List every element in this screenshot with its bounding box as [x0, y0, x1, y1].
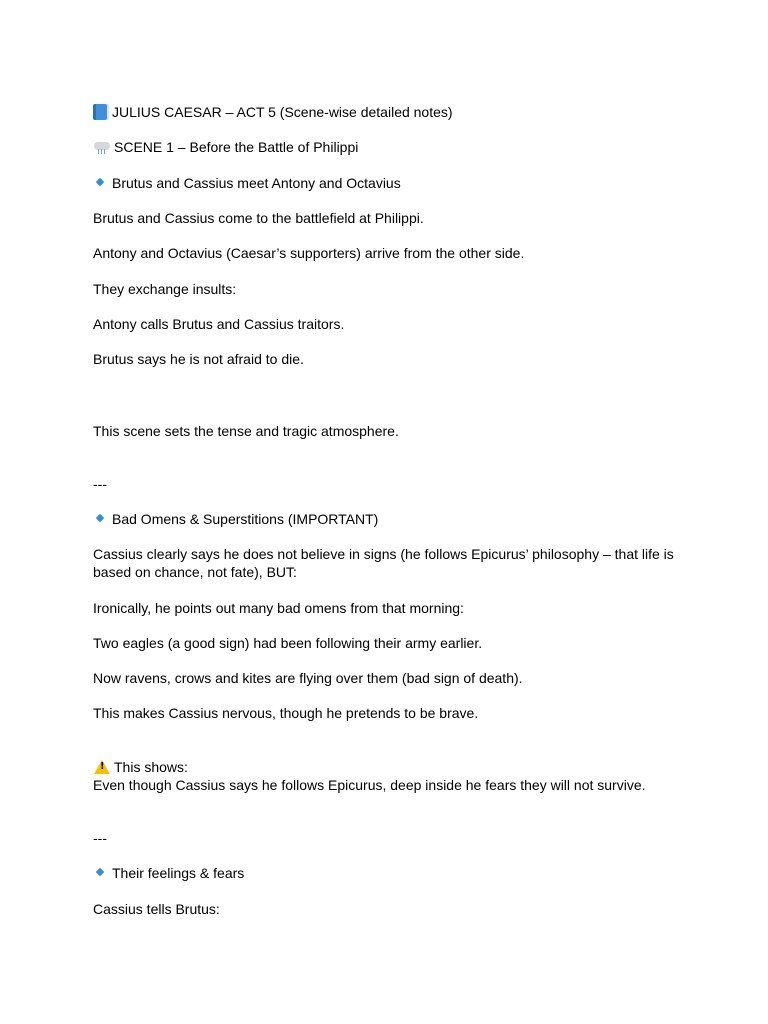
section-heading-text: Brutus and Cassius meet Antony and Octavius: [112, 175, 401, 191]
section-heading-text: Bad Omens & Superstitions (IMPORTANT): [112, 511, 379, 527]
section-heading: [93, 864, 683, 882]
divider-text: ---: [93, 830, 107, 846]
section-heading: [93, 174, 683, 192]
note-text: Even though Cassius says he follows Epicurus, deep inside he fears they will not survive.: [93, 777, 646, 793]
cloud-rain-icon: [93, 141, 111, 155]
document-title: [93, 103, 683, 121]
scene-heading: [93, 138, 683, 156]
book-icon: [93, 104, 109, 120]
scene-heading-text: SCENE 1 – Before the Battle of Philippi: [114, 139, 359, 155]
note-label-text: This shows:: [114, 759, 188, 775]
small-blue-diamond-icon: [93, 175, 109, 191]
paragraph: Antony and Octavius (Caesar’s supporters) arrive from the other side.: [93, 245, 525, 261]
section-heading-text: Their feelings & fears: [112, 865, 245, 881]
warning-icon: [93, 759, 111, 775]
paragraph: They exchange insults:: [93, 281, 237, 297]
paragraph: Brutus and Cassius come to the battlefield at Philippi.: [93, 210, 424, 226]
paragraph: Brutus says he is not afraid to die.: [93, 351, 304, 367]
title-text: JULIUS CAESAR – ACT 5 (Scene-wise detailed notes): [112, 104, 453, 120]
paragraph: This makes Cassius nervous, though he pretends to be brave.: [93, 705, 479, 721]
section-heading: [93, 510, 683, 528]
paragraph: Cassius clearly says he does not believe in signs (he follows Epicurus’ philosophy – that life is based on chance, not fate), BUT:: [93, 546, 674, 580]
small-blue-diamond-icon: [93, 865, 109, 881]
paragraph: Two eagles (a good sign) had been following their army earlier.: [93, 635, 483, 651]
paragraph: Cassius tells Brutus:: [93, 901, 220, 917]
paragraph: Now ravens, crows and kites are flying over them (bad sign of death).: [93, 670, 523, 686]
divider-text: ---: [93, 476, 107, 492]
paragraph: Antony calls Brutus and Cassius traitors.: [93, 316, 345, 332]
paragraph: Ironically, he points out many bad omens from that morning:: [93, 600, 464, 616]
note-label: [93, 758, 683, 776]
paragraph: This scene sets the tense and tragic atmosphere.: [93, 423, 399, 439]
small-blue-diamond-icon: [93, 511, 109, 527]
